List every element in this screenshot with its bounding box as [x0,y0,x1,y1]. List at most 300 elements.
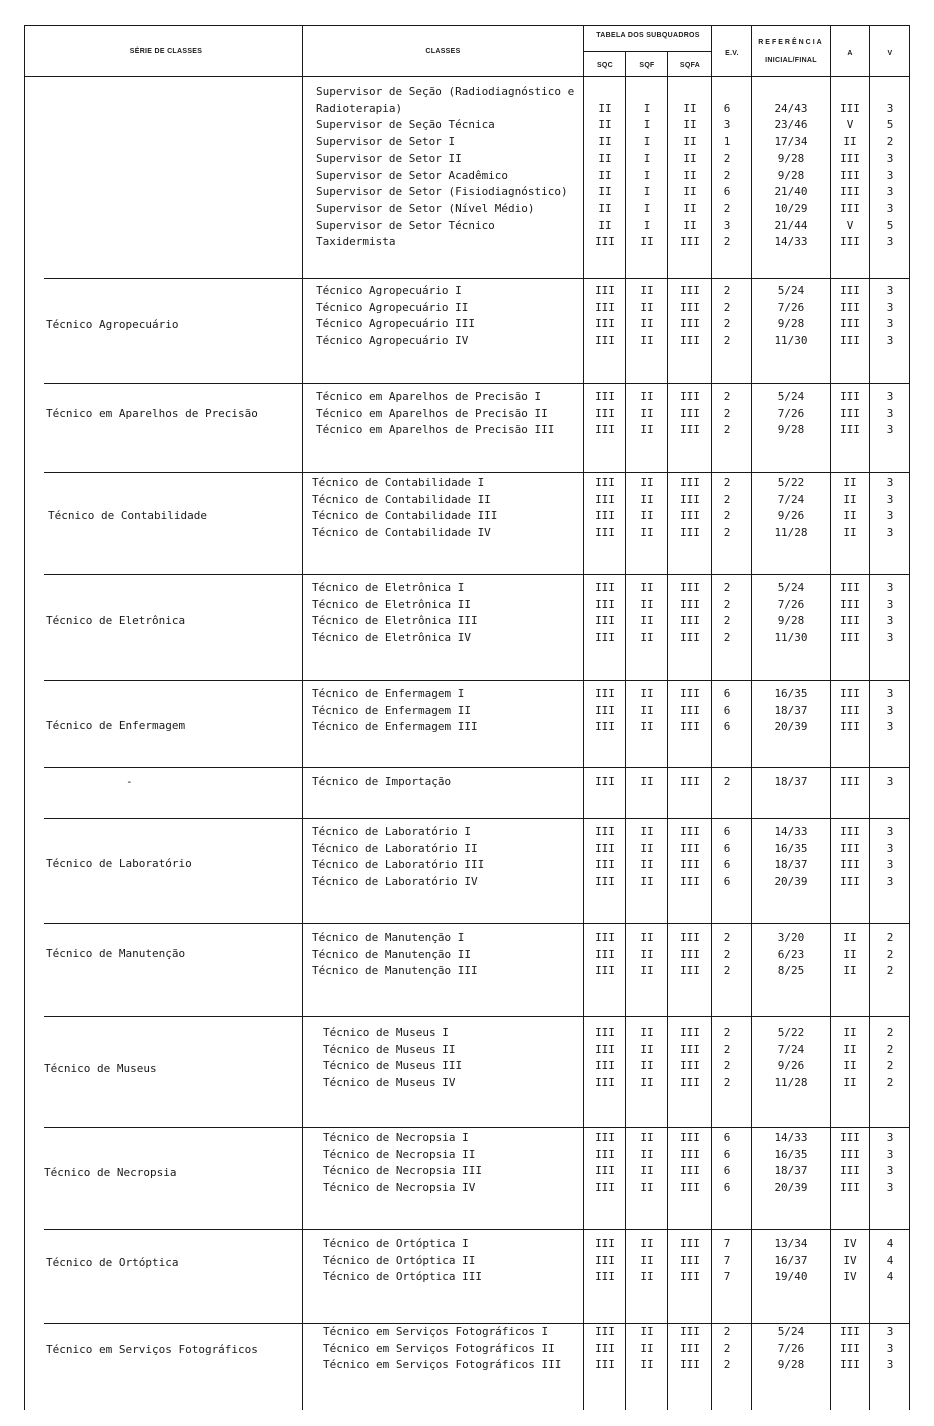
cell-sqc: III [595,875,615,889]
cell-sqfa: III [680,1325,700,1338]
cell-a: III [840,614,860,628]
cell-ref: 9/28 [777,614,805,628]
class-name: Técnico de Museus III [323,1059,463,1073]
table-row [0,1148,934,1165]
class-name: Técnico de Ortóptica III [323,1270,482,1284]
class-name: Técnico em Aparelhos de Precisão III [316,423,555,437]
cell-v: 3 [886,825,894,838]
cell-sqfa: III [680,406,700,420]
cell-sqfa: III [680,581,700,594]
cell-ev: 2 [723,300,731,314]
cell-ev: 2 [723,201,731,215]
table-row [0,1059,934,1076]
series-label: Técnico de Eletrônica [46,614,186,627]
cell-v: 3 [886,1358,894,1372]
cell-ev: 2 [723,1026,731,1039]
cell-ref: 8/25 [777,964,805,978]
cell-ev: 6 [723,841,731,855]
cell-sqf: II [640,300,654,314]
cell-ev: 2 [723,1076,731,1090]
cell-sqc: III [595,390,615,403]
series-label: - [126,775,133,788]
cell-v: 3 [886,317,894,331]
class-name: Técnico de Museus II [323,1042,456,1056]
cell-sqc: III [595,1325,615,1338]
cell-sqc: III [595,964,615,978]
cell-sqfa: III [680,1341,700,1355]
cell-v: 3 [886,1325,894,1338]
cell-ev: 2 [723,931,731,944]
cell-sqfa: III [680,825,700,838]
cell-v: 3 [886,235,894,249]
table-row [0,317,934,334]
cell-v: 3 [886,1164,894,1178]
cell-a: III [840,151,860,165]
cell-sqfa: III [680,476,700,489]
cell-a: III [840,687,860,700]
cell-a: III [840,1325,860,1338]
cell-ev: 2 [723,1341,731,1355]
cell-sqc: III [595,1042,615,1056]
class-name: Técnico de Manutenção II [312,947,471,961]
cell-ev: 3 [723,118,731,132]
cell-sqfa: III [680,597,700,611]
cell-sqc: III [595,1164,615,1178]
class-name: Supervisor de Setor Técnico [316,218,495,232]
class-name: Técnico de Eletrônica IV [312,631,471,645]
cell-ev: 2 [723,1358,731,1372]
class-name: Técnico de Enfermagem III [312,720,478,734]
cell-sqfa: III [680,947,700,961]
cell-sqfa: III [680,526,700,540]
class-name: Técnico em Serviços Fotográficos III [323,1358,562,1372]
cell-v: 2 [886,1026,894,1039]
cell-v: 3 [886,687,894,700]
cell-ref: 5/24 [777,284,805,297]
group-separator [44,472,910,473]
cell-sqfa: II [683,185,697,199]
cell-a: III [840,201,860,215]
cell-v: 2 [886,135,894,149]
cell-v: 3 [886,476,894,489]
cell-sqc: III [595,406,615,420]
cell-ref: 9/28 [777,151,805,165]
cell-v: 3 [886,526,894,540]
cell-ev: 6 [723,1181,731,1195]
cell-sqf: II [640,284,654,297]
cell-v: 4 [886,1253,894,1267]
cell-sqf: II [640,1131,654,1144]
cell-sqc: II [598,201,612,215]
cell-a: III [840,1358,860,1372]
cell-v: 4 [886,1270,894,1284]
cell-a: II [843,492,857,506]
group-separator [44,923,910,924]
cell-ev: 2 [723,631,731,645]
cell-ref: 16/35 [774,1147,808,1161]
cell-ref: 7/26 [777,300,805,314]
cell-sqc: III [595,581,615,594]
class-name: Técnico em Serviços Fotográficos I [323,1325,549,1338]
cell-sqc: III [595,775,615,788]
cell-sqf: II [640,1042,654,1056]
cell-sqf: II [640,334,654,348]
cell-v: 3 [886,614,894,628]
cell-sqfa: III [680,1253,700,1267]
cell-ev: 3 [723,218,731,232]
table-row [0,476,934,493]
cell-sqc: III [595,509,615,523]
cell-a: III [840,185,860,199]
cell-sqfa: III [680,631,700,645]
table-row [0,407,934,424]
cell-v: 3 [886,1181,894,1195]
cell-sqc: III [595,1131,615,1144]
cell-ev: 6 [723,703,731,717]
class-name: Técnico de Contabilidade III [312,509,498,523]
class-name: Supervisor de Setor (Fisiodiagnóstico) [316,185,568,199]
series-label: Técnico de Museus [44,1062,157,1075]
class-name: Técnico de Laboratório II [312,841,478,855]
table-row [0,704,934,721]
cell-ev: 2 [723,509,731,523]
cell-a: III [840,597,860,611]
table-row [0,948,934,965]
table-row [0,493,934,510]
cell-sqfa: II [683,101,697,115]
cell-sqc: III [595,423,615,437]
cell-sqc: III [595,492,615,506]
cell-ref: 11/28 [774,526,808,540]
table-row [0,284,934,301]
cell-sqf: II [640,476,654,489]
table-row [0,102,934,119]
cell-ref: 9/28 [777,168,805,182]
class-name: Supervisor de Seção (Radiodiagnóstico e [316,85,575,98]
cell-sqf: I [643,118,651,132]
cell-ev: 2 [723,775,731,788]
cell-ev: 2 [723,964,731,978]
cell-sqf: II [640,581,654,594]
class-name: Técnico Agropecuário II [316,300,469,314]
cell-ev: 6 [723,687,731,700]
cell-ev: 2 [723,151,731,165]
cell-a: III [840,841,860,855]
series-label: Técnico de Laboratório [46,857,192,870]
cell-v: 2 [886,1059,894,1073]
class-name: Supervisor de Seção Técnica [316,118,495,132]
class-name: Técnico Agropecuário III [316,317,475,331]
series-label: Técnico em Serviços Fotográficos [46,1343,258,1356]
header-sqf: SQF [639,62,655,69]
group-separator [44,1016,910,1017]
cell-a: III [840,423,860,437]
cell-ref: 18/37 [774,858,808,872]
cell-sqf: II [640,875,654,889]
series-label: Técnico em Aparelhos de Precisão [46,407,258,420]
cell-sqc: III [595,720,615,734]
cell-ev: 2 [723,597,731,611]
cell-ev: 2 [723,581,731,594]
cell-ev: 6 [723,1147,731,1161]
cell-sqf: II [640,1270,654,1284]
cell-sqfa: III [680,1026,700,1039]
cell-v: 3 [886,581,894,594]
cell-sqfa: III [680,931,700,944]
cell-ev: 2 [723,317,731,331]
cell-v: 2 [886,964,894,978]
table-row [0,875,934,892]
table-row [0,301,934,318]
cell-a: III [840,284,860,297]
table-row [0,825,934,842]
cell-ref: 13/34 [774,1237,808,1250]
table-row [0,1131,934,1148]
header-bottom-border [24,76,910,77]
cell-sqfa: III [680,720,700,734]
cell-ev: 6 [723,185,731,199]
cell-ref: 5/24 [777,581,805,594]
cell-sqc: III [595,1358,615,1372]
cell-sqfa: III [680,1131,700,1144]
cell-v: 3 [886,597,894,611]
cell-sqfa: III [680,1076,700,1090]
cell-a: III [840,1341,860,1355]
class-name: Supervisor de Setor I [316,135,456,149]
cell-sqc: II [598,218,612,232]
cell-v: 3 [886,284,894,297]
cell-a: III [840,334,860,348]
cell-ref: 16/35 [774,687,808,700]
table-row [0,631,934,648]
class-name: Técnico de Ortóptica II [323,1253,476,1267]
cell-sqf: I [643,218,651,232]
table-row [0,219,934,236]
table-row [0,1358,934,1375]
cell-sqf: II [640,1164,654,1178]
cell-a: III [840,1164,860,1178]
table-row [0,720,934,737]
table-row [0,598,934,615]
cell-sqf: II [640,1076,654,1090]
table-row [0,1254,934,1271]
cell-sqfa: III [680,1237,700,1250]
series-label: Técnico Agropecuário [46,318,179,331]
cell-ref: 7/26 [777,1341,805,1355]
cell-a: III [840,235,860,249]
cell-ref: 11/28 [774,1076,808,1090]
cell-sqf: II [640,687,654,700]
class-name: Técnico em Aparelhos de Precisão II [316,406,548,420]
cell-sqf: II [640,703,654,717]
cell-ref: 11/30 [774,334,808,348]
cell-a: II [843,931,857,944]
cell-sqf: II [640,526,654,540]
table-row [0,390,934,407]
cell-sqfa: III [680,841,700,855]
class-name: Técnico de Museus IV [323,1076,456,1090]
cell-ev: 7 [723,1253,731,1267]
cell-a: III [840,168,860,182]
class-name: Técnico de Laboratório III [312,858,485,872]
cell-a: III [840,703,860,717]
cell-ev: 2 [723,423,731,437]
cell-sqf: II [640,1237,654,1250]
series-label: Técnico de Contabilidade [48,509,207,522]
table-row [0,1164,934,1181]
cell-sqc: II [598,135,612,149]
cell-ev: 2 [723,492,731,506]
class-name: Técnico de Ortóptica I [323,1237,469,1250]
cell-sqfa: III [680,317,700,331]
class-name: Técnico de Contabilidade IV [312,526,491,540]
cell-ev: 2 [723,1042,731,1056]
table-row [0,185,934,202]
cell-v: 3 [886,631,894,645]
cell-sqf: II [640,235,654,249]
cell-sqc: II [598,168,612,182]
cell-ev: 6 [723,825,731,838]
subquadros-divider [584,51,712,52]
cell-sqc: III [595,334,615,348]
cell-sqf: II [640,947,654,961]
cell-ref: 18/37 [774,703,808,717]
cell-ref: 7/26 [777,597,805,611]
cell-ref: 16/35 [774,841,808,855]
cell-a: III [840,1131,860,1144]
cell-sqfa: II [683,135,697,149]
series-label: Técnico de Manutenção [46,947,186,960]
cell-ref: 14/33 [774,1131,808,1144]
cell-sqf: II [640,390,654,403]
cell-sqc: III [595,1181,615,1195]
cell-ref: 17/34 [774,135,808,149]
cell-sqc: II [598,118,612,132]
cell-sqfa: III [680,875,700,889]
cell-a: V [846,218,854,232]
cell-sqfa: III [680,300,700,314]
table-row [0,202,934,219]
cell-v: 3 [886,1341,894,1355]
group-separator [44,1323,910,1324]
class-name: Técnico de Necropsia III [323,1164,482,1178]
cell-v: 3 [886,300,894,314]
header-sqfa: SQFA [679,62,701,69]
cell-ev: 2 [723,947,731,961]
group-separator [44,1229,910,1230]
group-separator [44,574,910,575]
cell-ref: 23/46 [774,118,808,132]
cell-sqc: III [595,1341,615,1355]
class-name: Radioterapia) [316,101,403,115]
cell-v: 3 [886,703,894,717]
cell-a: II [843,1026,857,1039]
cell-ev: 2 [723,1059,731,1073]
table-row [0,1325,934,1342]
table-row [0,581,934,598]
class-name: Técnico de Enfermagem II [312,703,471,717]
cell-a: III [840,390,860,403]
class-name: Técnico de Laboratório I [312,825,471,838]
cell-ref: 18/37 [774,775,808,788]
cell-sqc: III [595,1147,615,1161]
cell-v: 4 [886,1237,894,1250]
table-row [0,964,934,981]
class-name: Técnico em Aparelhos de Precisão I [316,390,542,403]
cell-sqf: II [640,614,654,628]
cell-sqf: I [643,135,651,149]
cell-a: III [840,858,860,872]
cell-a: II [843,135,857,149]
cell-a: III [840,720,860,734]
cell-sqfa: II [683,118,697,132]
table-row [0,614,934,631]
cell-a: IV [843,1237,857,1250]
cell-a: III [840,317,860,331]
cell-v: 3 [886,875,894,889]
cell-a: III [840,581,860,594]
cell-sqf: II [640,406,654,420]
cell-a: III [840,825,860,838]
cell-sqfa: III [680,614,700,628]
cell-ref: 9/28 [777,423,805,437]
table-row [0,1342,934,1359]
cell-sqc: III [595,631,615,645]
cell-a: III [840,406,860,420]
cell-sqfa: III [680,858,700,872]
class-name: Técnico de Contabilidade II [312,492,491,506]
header-classes: CLASSES [425,48,461,55]
group-separator [44,278,910,279]
cell-v: 2 [886,1042,894,1056]
cell-ev: 6 [723,720,731,734]
cell-sqc: III [595,1237,615,1250]
cell-sqf: II [640,492,654,506]
cell-a: III [840,1147,860,1161]
class-name: Técnico de Importação [312,775,452,788]
group-separator [44,680,910,681]
cell-ev: 2 [723,390,731,403]
cell-v: 2 [886,931,894,944]
cell-ref: 7/26 [777,406,805,420]
header-sqc: SQC [596,62,614,69]
cell-a: III [840,775,860,788]
cell-sqc: II [598,185,612,199]
cell-sqc: III [595,1076,615,1090]
cell-ref: 16/37 [774,1253,808,1267]
cell-sqf: II [640,858,654,872]
cell-ev: 6 [723,101,731,115]
cell-ref: 10/29 [774,201,808,215]
cell-ev: 2 [723,526,731,540]
cell-sqf: II [640,1059,654,1073]
cell-a: II [843,947,857,961]
class-name: Técnico Agropecuário I [316,284,462,297]
cell-ref: 5/22 [777,476,805,489]
cell-sqf: II [640,825,654,838]
class-name: Técnico de Necropsia I [323,1131,469,1144]
cell-sqc: III [595,1253,615,1267]
cell-sqc: III [595,476,615,489]
table-row [0,1181,934,1198]
cell-ref: 21/40 [774,185,808,199]
cell-sqfa: II [683,201,697,215]
cell-sqc: III [595,597,615,611]
class-name: Técnico de Manutenção I [312,931,465,944]
cell-ref: 14/33 [774,235,808,249]
cell-ref: 5/24 [777,1325,805,1338]
cell-sqfa: III [680,775,700,788]
